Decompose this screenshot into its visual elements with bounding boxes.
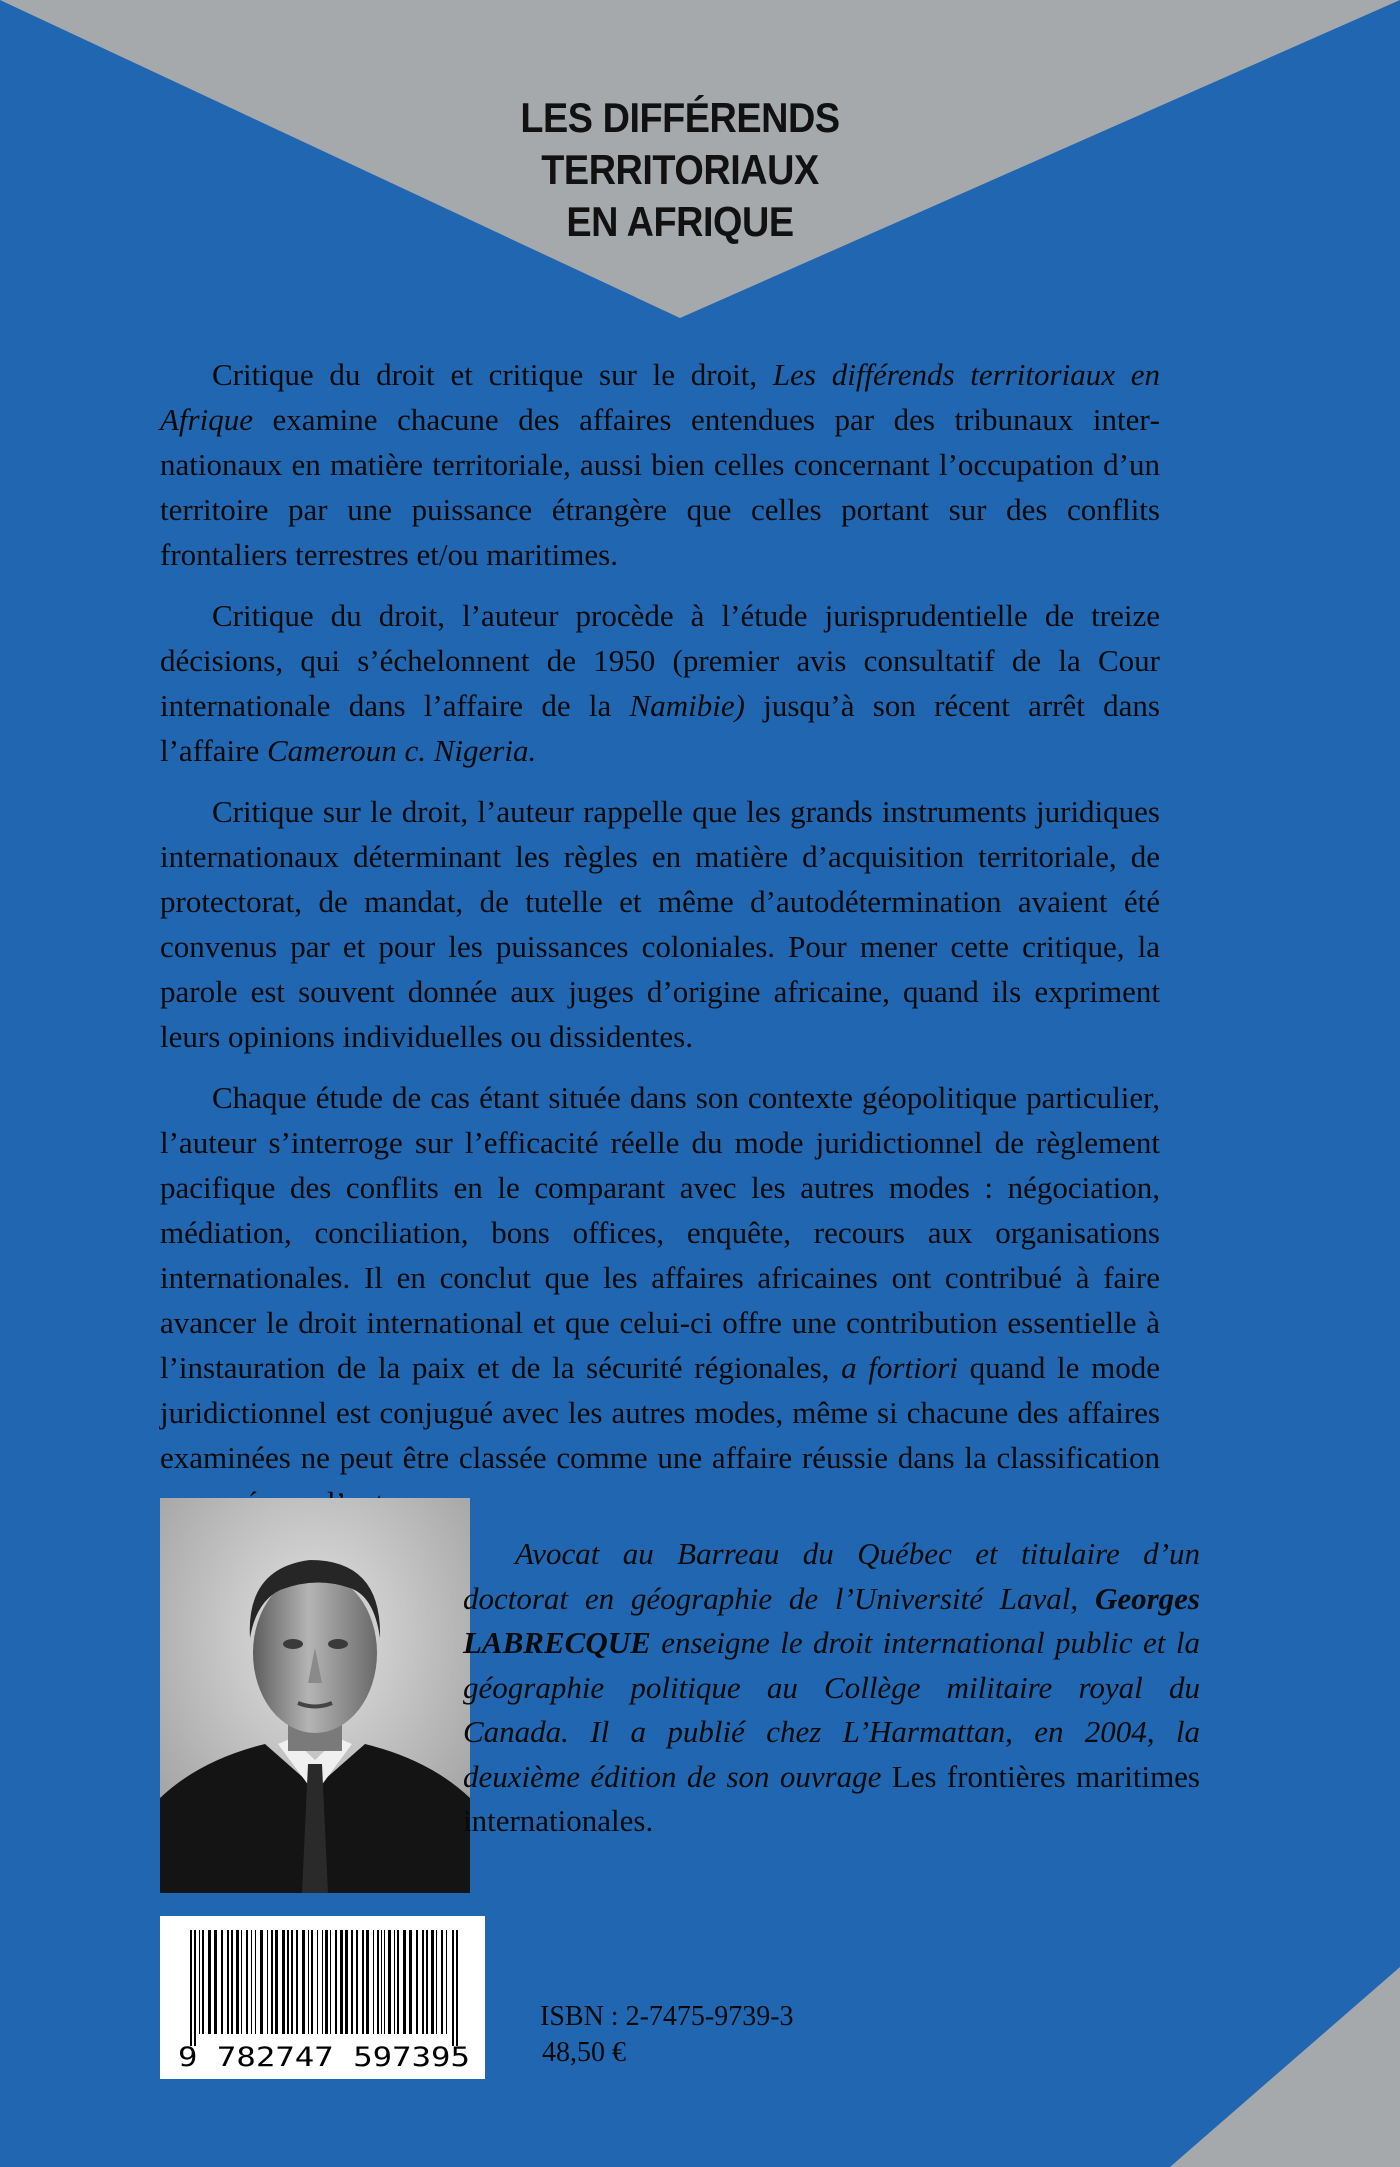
barcode-bar: [282, 1930, 285, 2034]
barcode-bar: [436, 1930, 437, 2034]
p2-text-c: jusqu’à son récent arrêt dans l’affaire: [160, 688, 1160, 768]
barcode-bar: [351, 1930, 353, 2034]
barcode-bar: [190, 1930, 192, 2046]
p1-book-title: Les différends territoriaux en Afrique: [160, 357, 1160, 437]
barcode-bar: [251, 1930, 252, 2034]
barcode-bar: [231, 1930, 233, 2034]
barcode-bar: [194, 1930, 196, 2046]
title-line-3: EN AFRIQUE: [566, 198, 794, 245]
title-line-1: LES DIFFÉRENDS: [520, 94, 840, 141]
barcode-bar: [236, 1930, 239, 2034]
barcode-bar: [287, 1930, 289, 2034]
barcode-bar: [330, 1930, 331, 2034]
barcode-bar: [446, 1930, 447, 2034]
p4-a-fortiori: a fortiori: [841, 1350, 958, 1385]
barcode-bar: [366, 1930, 369, 2034]
barcode-bar: [416, 1930, 418, 2034]
barcode-bar: [221, 1930, 223, 2034]
barcode-bar: [456, 1930, 458, 2046]
barcode-digits: 9 782747 597395: [178, 2042, 470, 2073]
barcode-bar: [384, 1930, 385, 2034]
barcode-bar: [431, 1930, 434, 2034]
barcode-bars: [190, 1930, 458, 2046]
barcode-bar: [426, 1930, 428, 2034]
barcode-bar: [388, 1930, 391, 2034]
corner-grey-triangle: [1170, 1967, 1400, 2167]
barcode-bar: [403, 1930, 406, 2034]
summary-text: [160, 352, 1160, 1525]
barcode-bar: [255, 1930, 256, 2034]
barcode-bar: [214, 1930, 217, 2034]
p2-namibie: Namibie): [629, 688, 745, 723]
author-bio-paragraph: [463, 1532, 1200, 1844]
author-bio: [463, 1532, 1200, 1844]
barcode-bar: [441, 1930, 443, 2034]
barcode-bar: [271, 1930, 273, 2034]
barcode-bar: [325, 1930, 328, 2034]
isbn-label: ISBN : 2-7475-9739-3: [540, 2001, 794, 2032]
p4-text-a: Chaque étude de cas étant située dans son contexte géopolitique particulier, l’auteur s’interroge sur l’efficacité réelle du mode juridictionnel de règlement pacifique des conflits en le comparant avec les autres modes : négociation, médiation, conciliation, bons offices, enquête, recours aux organisations internationales. Il en conclut que les affaires africaines ont contribué à faire avancer le droit international et que celui-ci offre une contribution essentielle à l’instauration de la paix et de la sécurité régionales,: [160, 1080, 1160, 1385]
barcode-bar: [260, 1930, 263, 2034]
barcode-bar: [302, 1930, 305, 2034]
barcode-bar: [227, 1930, 229, 2034]
summary-paragraph-4: [160, 1075, 1160, 1525]
title-line-2: TERRITORIAUX: [541, 146, 819, 193]
barcode-bar: [322, 1930, 323, 2034]
barcode-bar: [208, 1930, 211, 2034]
p1-text-a: Critique du droit et critique sur le droit,: [212, 357, 773, 392]
barcode-bar: [452, 1930, 454, 2046]
p2-text-a: Critique du droit, l’auteur procède à l’étude jurisprudentielle de treize décisions, qui s’échelonnent de 1950 (premier avis consultatif de la Cour internationale dans l’affaire de la: [160, 598, 1160, 723]
bio-text-a: Avocat au Barreau du Québec et titulaire d’un doctorat en géographie de l’Université Laval,: [463, 1536, 1200, 1616]
barcode-bar: [199, 1930, 200, 2034]
barcode-bar: [362, 1930, 364, 2034]
barcode-bar: [422, 1930, 424, 2034]
barcode-bar: [296, 1930, 298, 2034]
barcode-bar: [308, 1930, 309, 2034]
barcode-bar: [381, 1930, 382, 2034]
previous-book-title: Les frontières maritimes internationales.: [463, 1758, 1201, 1838]
barcode: [160, 1916, 485, 2079]
bio-text-b: enseigne le droit international public et la géographie politique au Collège militaire royal du Canada. Il a publié chez L’Harmattan, en 2004, la deuxième édition de son ouvrage: [463, 1625, 1200, 1794]
barcode-bar: [275, 1930, 278, 2034]
barcode-bar: [394, 1930, 395, 2034]
p1-text-c: examine chacune des affaires entendues par des tribunaux internationaux en matière territoriale, aussi bien celles concernant l’occupation d’un territoire par une puissance étrangère que celles portant sur des conflits frontaliers terrestres et/ou maritimes.: [160, 402, 1160, 572]
barcode-bar: [397, 1930, 399, 2034]
p2-cameroun-nigeria: Cameroun c. Nigeria.: [267, 733, 537, 768]
barcode-bar: [311, 1930, 313, 2034]
barcode-bar: [377, 1930, 379, 2034]
barcode-bar: [202, 1930, 204, 2034]
p4-text-c: quand le mode juridictionnel est conjugué avec les autres modes, même si chacune des affaires examinées ne peut être classée comme une affaire réussie dans la classification: [160, 1350, 1160, 1475]
summary-paragraph-2: [160, 593, 1160, 773]
barcode-bar: [267, 1930, 268, 2034]
author-photo: [160, 1498, 470, 1893]
barcode-bar: [345, 1930, 348, 2034]
book-title: [464, 92, 896, 248]
price-label: 48,50 €: [542, 2037, 626, 2068]
summary-paragraph-1: [160, 352, 1160, 577]
summary-paragraph-3: Critique sur le droit, l’auteur rappelle que les grands instruments juridiques internationaux déterminant les règles en matière d’acquisition territoriale, de protectorat, de mandat, de tutelle et même d’autodétermination avaient été convenus par et pour les puissances coloniales. Pour mener cette critique, la parole est souvent donnée aux juges d’origine africaine, quand ils expriment leurs opinions individuelles ou dissidentes.: [160, 794, 1160, 1054]
barcode-bar: [356, 1930, 358, 2034]
barcode-bar: [241, 1930, 242, 2034]
barcode-bar: [409, 1930, 412, 2034]
barcode-bar: [340, 1930, 343, 2034]
barcode-bar: [246, 1930, 248, 2034]
barcode-bar: [317, 1930, 318, 2034]
author-name: Georges LABRECQUE: [463, 1580, 1200, 1660]
barcode-bar: [373, 1930, 374, 2034]
barcode-bar: [335, 1930, 337, 2034]
barcode-bar: [291, 1930, 293, 2034]
